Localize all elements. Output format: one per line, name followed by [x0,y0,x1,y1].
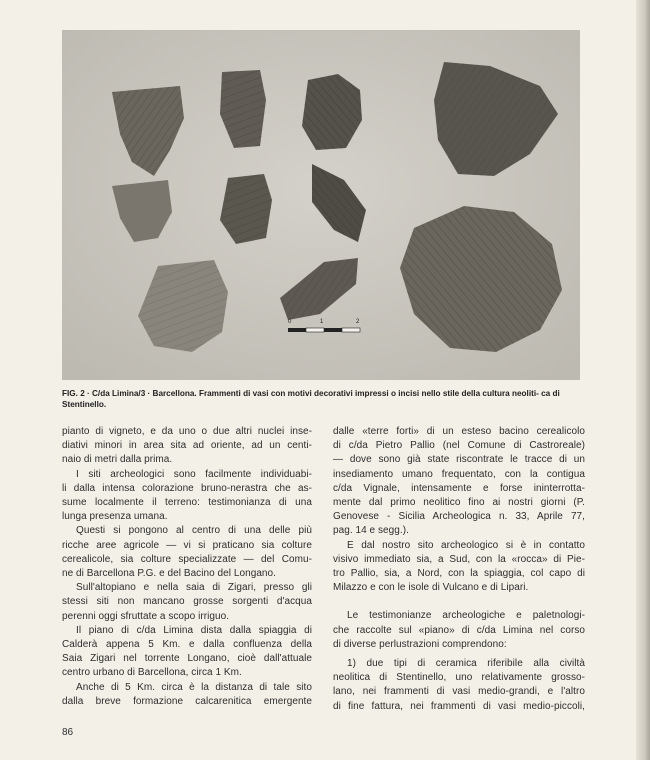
text-line: lano, nei frammenti di vasi medio-grandi, e l'altro [333,686,585,698]
text-line: ne di Barcellona P.G. e del Bacino del Longano. [62,568,276,580]
text-line: pianto di vigneto, e da uno o due altri nuclei inse- [62,426,312,437]
paragraph [62,425,312,468]
page-edge [636,0,650,760]
text-line: Calderà appena 5 Km. e dalla confluenza della [62,639,312,651]
text-line: Il piano di c/da Limina dista dalla spiaggia di [76,624,312,636]
text-line: Milazzo e con le isole di Vulcano e di Lipari. [333,582,529,594]
text-line: di diverse perlustrazioni comprendono: [333,638,507,650]
text-line: ricche aree agricole — vi si praticano sia colture [62,539,312,551]
text-line: diativi minori in area sita ad oriente, ad un centi- [62,440,312,452]
text-line: li dalla intensa colorazione bruno-nerastra che as- [62,482,312,494]
text-line: Sull'altopiano e nella saia di Zigari, presso gli [76,582,312,594]
paragraph [62,524,312,581]
text-line: di fine fattura, nei frammenti di vasi medio-piccoli, [333,700,585,712]
paragraph [62,681,312,709]
scale-label-1: 1 [320,319,324,325]
text-line: perenni oggi sfruttate a scopo irriguo. [62,610,230,622]
text-line: che raccolte sul «piano» di c/da Limina nel corso [333,624,585,636]
text-line: cerealicole, sia colture specializzate — del Comu- [62,553,312,565]
scale-label-2: 2 [356,319,360,325]
text-line: I siti archeologici sono facilmente individuabi- [76,468,312,480]
left-column [62,425,312,709]
text-line: 1) due tipi di ceramica riferibile alla civiltà [347,658,585,670]
text-line: visivo immediato sia, a Sud, con la «rocca» di Pie- [333,553,585,565]
scale-label-0: 0 [288,319,292,325]
text-line: dalla breve formazione calcarenitica emergente [62,695,312,707]
text-line: sume localmente il terreno: testimonianza di una [62,497,312,509]
text-line: pag. 14 e segg.). [333,525,409,537]
text-line: naio di metri dalla prima. [62,454,173,466]
text-line: mente dal primo neolitico fino ai nostri giorni (P. [333,497,585,509]
text-line: stessi siti non mancano grosse sorgenti d'acqua [62,596,312,608]
text-line: tro Pallio, sia, a Nord, con la spiaggia, col capo di [333,568,585,580]
text-line: lunga presenza umana. [62,511,168,523]
text-line: E dal nostro sito archeologico si è in contatto [347,539,585,551]
pottery-fragments-illustration [62,30,580,380]
figure-photo [62,30,580,380]
text-line: di c/da Pietro Pallio (nel Comune di Castroreale) [333,440,585,452]
text-line: centro urbano di Barcellona, circa 1 Km. [62,667,242,679]
text-line: dalle «terre forti» di un esteso bacino cerealicolo [333,426,585,437]
text-line: Saia Zigari nel torrente Longano, cioè dall'attuale [62,653,312,665]
paragraph [333,539,585,596]
paragraph [62,581,312,624]
paragraph [62,624,312,681]
text-line: Genovese - Sicilia Archeologica n. 33, Aprile 77, [333,511,585,523]
paragraph [333,609,585,652]
page-number: 86 [62,727,74,738]
text-line: c/da Vignale, intensamente e forse ininterrotta- [333,482,585,494]
text-line: Anche di 5 Km. circa è la distanza di tale sito [76,681,312,693]
text-line: Le testimonianze archeologiche e paletnologi- [347,610,585,622]
text-line: Questi si pongono al centro di una delle più [76,525,312,537]
figure-caption: FIG. 2 · C/da Limina/3 · Barcellona. Frammenti di vasi con motivi decorativi impressi o incisi nello stile della cultura neoliti- ca di Stentinello. [62,389,560,409]
text-line: — dove sono già state riscontrate le tracce di un [333,454,585,466]
paragraph [333,657,585,714]
text-line: neolitica di Stentinello, uno relativamente grosso- [333,672,585,684]
paragraph [62,468,312,525]
text-line: insediamento umano frequentato, con la contigua [333,468,585,480]
right-column [333,425,585,714]
paragraph [333,425,585,539]
